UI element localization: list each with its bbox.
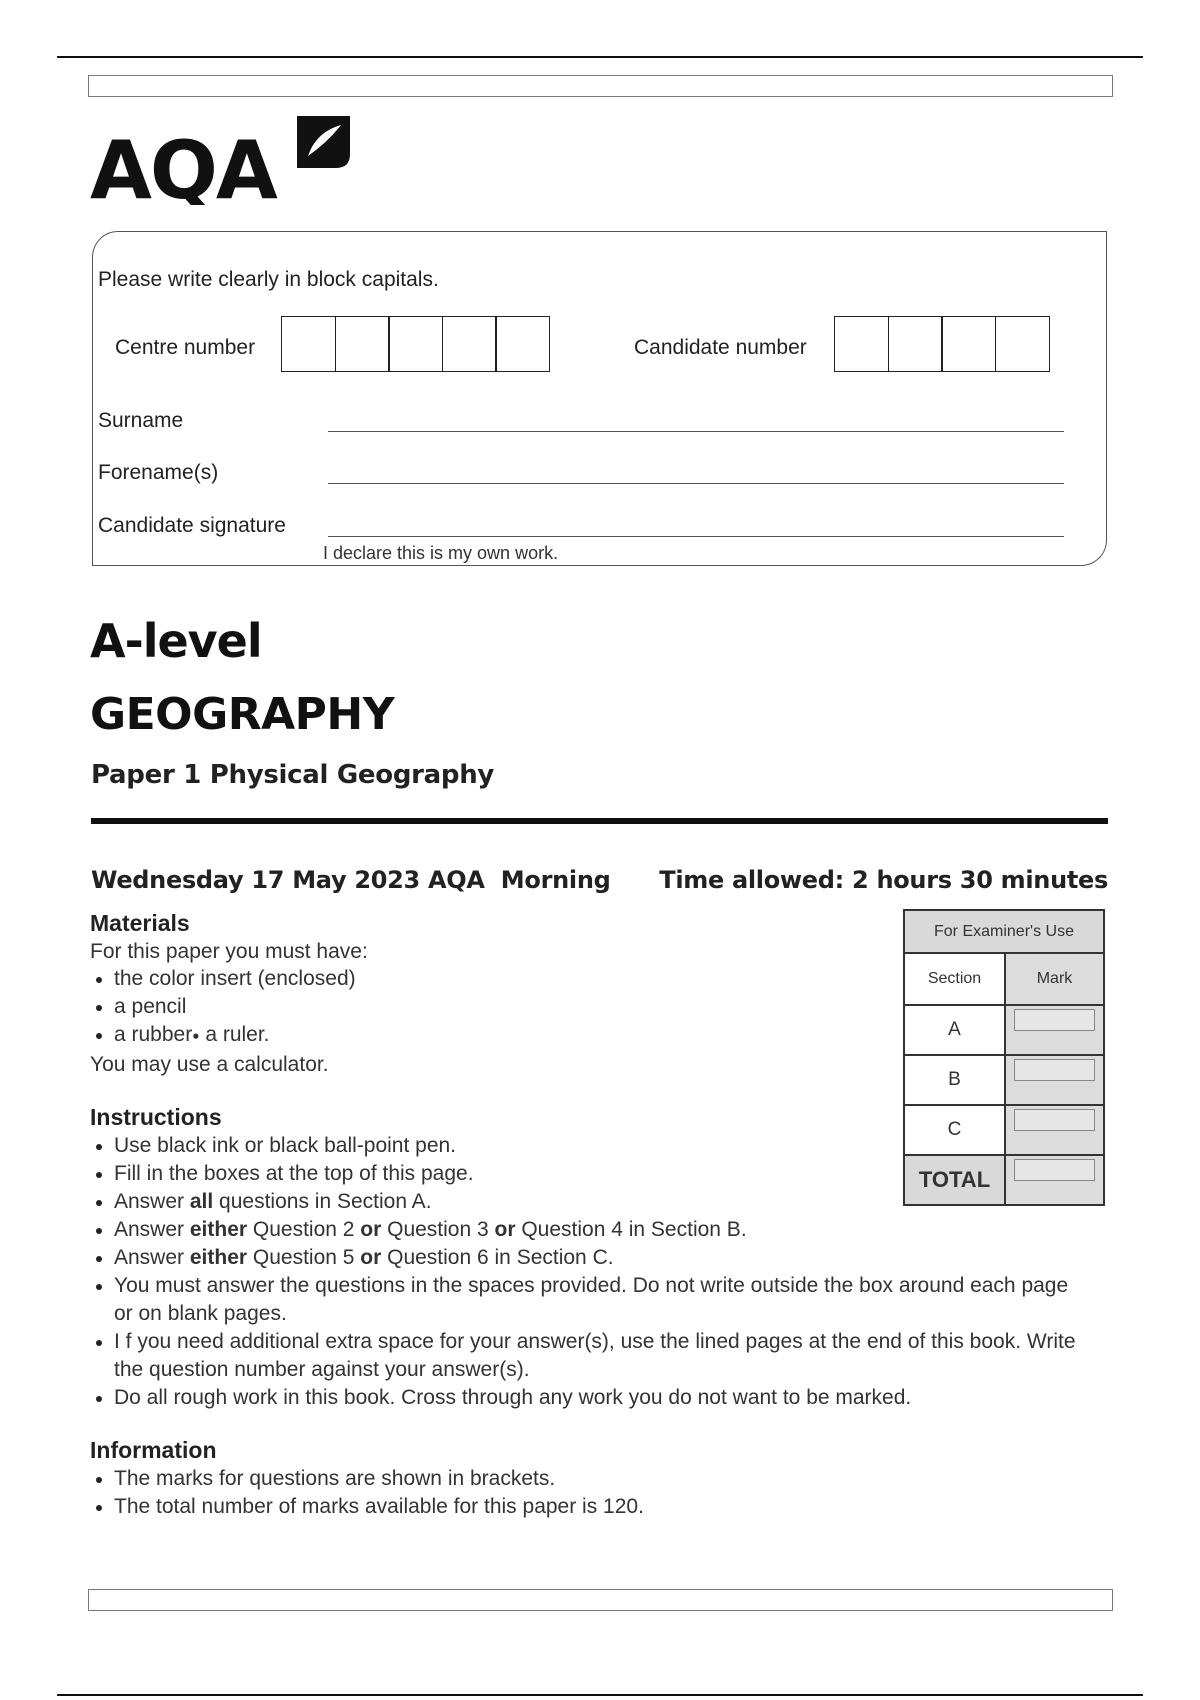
examiner-table-title: For Examiner's Use	[904, 910, 1104, 953]
footer-strip	[88, 1589, 1113, 1611]
list-item: The marks for questions are shown in brackets.	[90, 1465, 644, 1493]
top-rule	[57, 56, 1143, 58]
candidate-number-label: Candidate number	[634, 336, 807, 359]
mark-box	[1014, 1009, 1095, 1031]
section-label: B	[904, 1055, 1005, 1105]
centre-digit-box[interactable]	[442, 316, 497, 372]
instructions-heading: Instructions	[90, 1104, 222, 1130]
mark-box	[1014, 1059, 1095, 1081]
mark-cell	[1005, 1005, 1104, 1055]
centre-number-label: Centre number	[115, 336, 256, 359]
centre-digit-box[interactable]	[281, 316, 336, 372]
title-divider	[91, 818, 1108, 824]
text-fragment: Question 6 in Section C.	[381, 1246, 614, 1269]
qualification-level: A-level	[90, 614, 262, 668]
text-fragment: Question 5	[247, 1246, 361, 1269]
list-item	[90, 1216, 1090, 1244]
paper-title: Paper 1 Physical Geography	[91, 760, 495, 790]
materials-intro: For this paper you must have:	[90, 940, 368, 963]
section-label: C	[904, 1105, 1005, 1155]
forenames-label: Forename(s)	[98, 461, 219, 484]
aqa-logo	[90, 110, 350, 210]
svg-text:AQA: AQA	[90, 124, 276, 205]
text-fragment: Answer	[114, 1218, 190, 1241]
list-item: the color insert (enclosed)	[90, 965, 356, 993]
list-item: Do all rough work in this book. Cross through any work you do not want to be marked.	[90, 1384, 1090, 1412]
candidate-digit-box[interactable]	[888, 316, 943, 372]
list-item: The total number of marks available for this paper is 120.	[90, 1493, 644, 1521]
list-item: Use black ink or black ball-point pen.	[90, 1132, 1090, 1160]
mark-column-header: Mark	[1005, 953, 1104, 1005]
calculator-note: You may use a calculator.	[90, 1053, 329, 1076]
surname-label: Surname	[98, 409, 184, 432]
candidate-digit-box[interactable]	[834, 316, 889, 372]
forenames-line[interactable]	[328, 483, 1064, 484]
section-column-header: Section	[904, 953, 1005, 1005]
centre-number-boxes[interactable]	[281, 316, 550, 372]
instructions-list	[90, 1132, 1090, 1412]
list-item	[90, 1021, 356, 1049]
declaration-text: I declare this is my own work.	[323, 543, 559, 563]
materials-list	[90, 965, 356, 1049]
section-label: A	[904, 1005, 1005, 1055]
materials-heading: Materials	[90, 910, 190, 936]
emphasis: either	[189, 1218, 248, 1241]
signature-line[interactable]	[328, 536, 1064, 537]
rubber-text: a rubber	[114, 1023, 193, 1046]
emphasis: all	[189, 1190, 214, 1213]
information-list	[90, 1465, 644, 1521]
ruler-text: a ruler.	[205, 1023, 270, 1046]
mark-cell	[1005, 1055, 1104, 1105]
centre-digit-box[interactable]	[388, 316, 443, 372]
exam-session: Morning	[500, 866, 611, 894]
subject-title: GEOGRAPHY	[90, 689, 395, 740]
signature-label: Candidate signature	[98, 514, 286, 537]
text-fragment: Question 2	[247, 1218, 361, 1241]
emphasis: or	[494, 1218, 516, 1241]
exam-date-text: Wednesday 17 May 2023 AQA	[91, 866, 485, 894]
block-capitals-instruction: Please write clearly in block capitals.	[98, 268, 439, 291]
list-item: I f you need additional extra space for your answer(s), use the lined pages at the end of this book. Write the question number against your answer(s).	[90, 1328, 1090, 1384]
centre-digit-box[interactable]	[495, 316, 550, 372]
centre-digit-box[interactable]	[335, 316, 390, 372]
list-item: a pencil	[90, 993, 356, 1021]
emphasis: either	[189, 1246, 248, 1269]
bottom-rule	[57, 1694, 1143, 1696]
list-item	[90, 1244, 1090, 1272]
candidate-number-boxes[interactable]	[834, 316, 1050, 372]
surname-line[interactable]	[328, 431, 1064, 432]
candidate-digit-box[interactable]	[941, 316, 996, 372]
bullet-glyph: ●	[192, 1028, 200, 1043]
list-item: Fill in the boxes at the top of this page.	[90, 1160, 1090, 1188]
emphasis: or	[360, 1246, 382, 1269]
text-fragment: Question 3	[381, 1218, 495, 1241]
text-fragment: questions in Section A.	[213, 1190, 432, 1213]
information-heading: Information	[90, 1437, 217, 1463]
emphasis: or	[360, 1218, 382, 1241]
list-item: You must answer the questions in the spaces provided. Do not write outside the box around each page or on blank pages.	[90, 1272, 1090, 1328]
total-label: TOTAL	[904, 1155, 1005, 1205]
text-fragment: Answer	[114, 1246, 190, 1269]
text-fragment: Answer	[114, 1190, 190, 1213]
header-strip	[88, 75, 1113, 97]
candidate-digit-box[interactable]	[995, 316, 1050, 372]
list-item	[90, 1188, 1090, 1216]
mark-box	[1014, 1109, 1095, 1131]
text-fragment: Question 4 in Section B.	[515, 1218, 747, 1241]
time-allowed: Time allowed: 2 hours 30 minutes	[659, 866, 1108, 894]
exam-date	[91, 866, 610, 894]
